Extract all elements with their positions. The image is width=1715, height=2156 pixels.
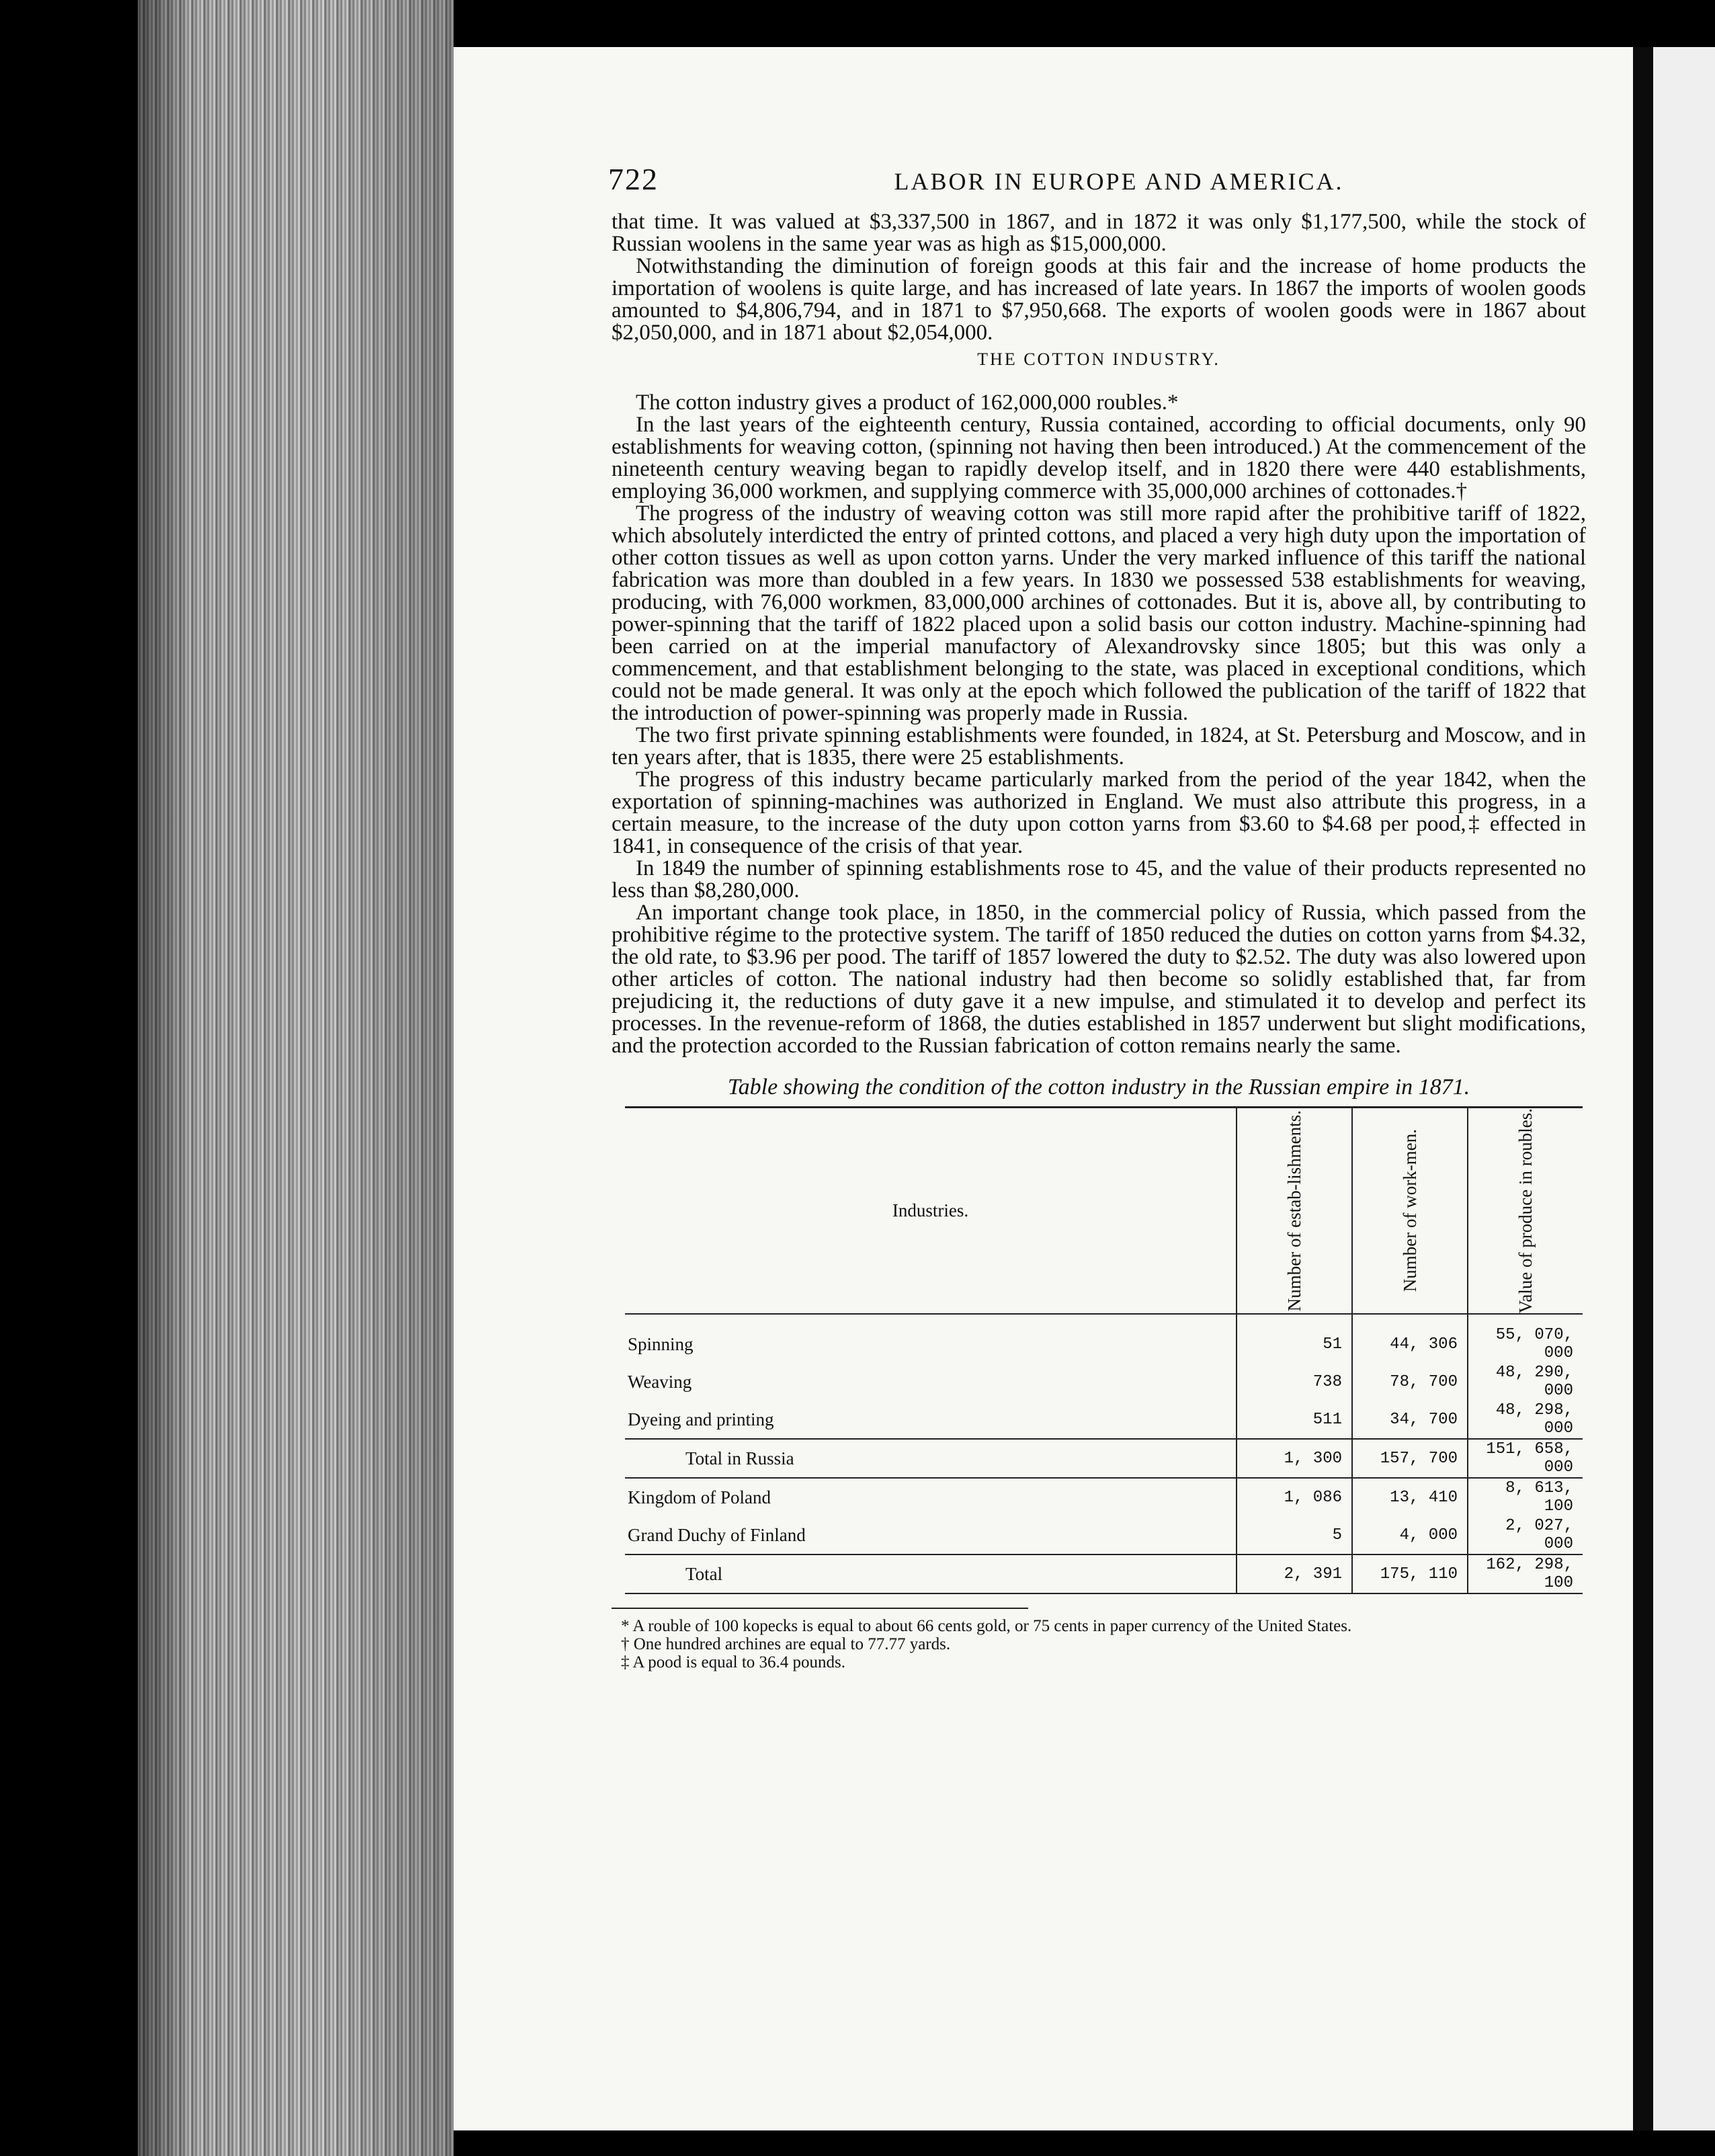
paragraph: An important change took place, in 1850, in the commercial policy of Russia, which passed from the prohibitive régime to the protective system. The tariff of 1850 reduced the duties on cotton yarns from $4.32, the old rate, to $3.96 per pood. The tariff of 1857 lowered the duty to $2.52. The duty was also lowered upon other articles of cotton. The national industry had then become so solidly established that, far from prejudicing it, the reductions of duty gave it a new impulse, and stimulated it to develop and perfect its processes. In the revenue-reform of 1868, the duties established in 1857 underwent but slight modifications, and the protection accorded to the Russian fabrication of cotton remains nearly the same. — [612, 901, 1586, 1058]
row-label: Kingdom of Poland — [625, 1478, 1237, 1516]
cell-value: 55, 070, 000 — [1468, 1325, 1583, 1363]
table-caption: Table showing the condition of the cotton industry in the Russian empire in 1871. — [727, 1075, 1470, 1100]
row-label: Dyeing and printing — [628, 1409, 774, 1429]
table-row-grand-total — [625, 1554, 1583, 1593]
facing-page-edge — [1653, 47, 1715, 2130]
table-row-total-russia — [625, 1439, 1583, 1478]
paragraph: that time. It was valued at $3,337,500 in 1867, and in 1872 it was only $1,177,500, while the stock of Russian woolens in the same year was as high as $15,000,000. — [612, 210, 1586, 256]
cell-establishments: 1, 086 — [1237, 1478, 1352, 1516]
footnote: ‡ A pood is equal to 36.4 pounds. — [621, 1653, 846, 1672]
cell-value: 151, 658, 000 — [1468, 1439, 1583, 1478]
page-header — [608, 162, 1586, 208]
header-value — [1468, 1108, 1583, 1315]
cell-value: 8, 613, 100 — [1468, 1478, 1583, 1516]
page-number: 722 — [608, 162, 659, 196]
header-establishments-label: Number of estab-lishments. — [1284, 1110, 1304, 1312]
cell-establishments: 2, 391 — [1237, 1554, 1352, 1593]
cell-workmen: 4, 000 — [1352, 1516, 1468, 1554]
header-value-label: Value of produce in roubles. — [1515, 1108, 1536, 1314]
paragraph: The progress of the industry of weaving cotton was still more rapid after the prohibitive tariff of 1822, which absolutely interdicted the entry of printed cottons, and placed a very high duty upon the importation of other cotton tissues as well as upon cotton yarns. Under the very marked influence of this tariff the national fabrication was more than doubled in a few years. In 1830 we possessed 538 establishments for weaving, producing, with 76,000 workmen, 83,000,000 archines of cottonades. But it is, above all, by contributing to power-spinning that the tariff of 1822 placed upon a solid basis our cotton industry. Machine-spinning had been carried on at the imperial manufactory of Alexandrovsky since 1805; but this was only a commencement, and that establishment belonging to the state, was placed in exceptional conditions, which could not be made general. It was only at the epoch which followed the publication of the tariff of 1822 that the introduction of power-spinning was properly made in Russia. — [612, 501, 1586, 725]
cell-value: 48, 290, 000 — [1468, 1363, 1583, 1401]
paragraph: The progress of this industry became particularly marked from the period of the year 1842, when the exportation of spinning-machines was authorized in England. We must also attribute this progress, in a certain measure, to the increase of the duty upon cotton yarns from $3.60 to $4.68 per pood,‡ effected in 1841, in consequence of the crisis of that year. — [612, 768, 1586, 858]
spine-shadow — [138, 0, 454, 2156]
cell-value: 2, 027, 000 — [1468, 1516, 1583, 1554]
header-workmen — [1352, 1108, 1468, 1315]
page-content — [608, 162, 1586, 1672]
table-row — [625, 1478, 1583, 1516]
cell-workmen: 44, 306 — [1352, 1325, 1468, 1363]
table-row — [625, 1401, 1583, 1439]
row-label: Weaving — [628, 1371, 692, 1392]
cell-value: 162, 298, 100 — [1468, 1554, 1583, 1593]
header-industries: Industries. — [625, 1108, 1237, 1315]
cell-workmen: 34, 700 — [1352, 1401, 1468, 1439]
table-row — [625, 1363, 1583, 1401]
section-title: THE COTTON INDUSTRY. — [977, 349, 1220, 369]
cell-establishments: 511 — [1237, 1401, 1352, 1439]
table-row — [625, 1325, 1583, 1363]
footnote-divider — [612, 1608, 1028, 1609]
header-workmen-label: Number of work-men. — [1399, 1129, 1420, 1292]
cell-workmen: 157, 700 — [1352, 1439, 1468, 1478]
paragraph: The two first private spinning establishments were founded, in 1824, at St. Petersburg and Moscow, and in ten years after, that is 1835, there were 25 establishments. — [612, 723, 1586, 770]
table-header-row — [625, 1108, 1583, 1315]
cell-workmen: 13, 410 — [1352, 1478, 1468, 1516]
footnote: † One hundred archines are equal to 77.77 yards. — [621, 1635, 951, 1654]
row-label: Spinning — [628, 1333, 694, 1354]
paragraph: In 1849 the number of spinning establishments rose to 45, and the value of their products represented no less than $8,280,000. — [612, 856, 1586, 903]
running-title: LABOR IN EUROPE AND AMERICA. — [894, 168, 1344, 195]
cell-establishments: 5 — [1237, 1516, 1352, 1554]
paragraph: In the last years of the eighteenth century, Russia contained, according to official documents, only 90 establishments for weaving cotton, (spinning not having then been introduced.) At the commencement of the nineteenth century weaving began to rapidly develop itself, and in 1820 there were 440 establishments, employing 36,000 workmen, and supplying commerce with 35,000,000 archines of cottonades.† — [612, 413, 1586, 503]
row-label: Grand Duchy of Finland — [628, 1524, 806, 1545]
cell-workmen: 78, 700 — [1352, 1363, 1468, 1401]
paragraph: The cotton industry gives a product of 162,000,000 roubles.* — [636, 390, 1179, 415]
cell-workmen: 175, 110 — [1352, 1554, 1468, 1593]
table-row — [625, 1516, 1583, 1554]
footnote: * A rouble of 100 kopecks is equal to about 66 cents gold, or 75 cents in paper currency of the United States. — [621, 1617, 1352, 1636]
cotton-industry-table — [625, 1106, 1583, 1594]
footnotes — [612, 1617, 1586, 1671]
header-establishments — [1237, 1108, 1352, 1315]
cell-establishments: 51 — [1237, 1325, 1352, 1363]
page-gutter — [1633, 47, 1653, 2130]
cell-establishments: 738 — [1237, 1363, 1352, 1401]
paragraph: Notwithstanding the diminution of foreign goods at this fair and the increase of home products the importation of woolens is quite large, and has increased of late years. In 1867 the imports of woolen goods amounted to $4,806,794, and in 1871 to $7,950,668. The exports of woolen goods were in 1867 about $2,050,000, and in 1871 about $2,054,000. — [612, 254, 1586, 345]
cell-value: 48, 298, 000 — [1468, 1401, 1583, 1439]
cell-establishments: 1, 300 — [1237, 1439, 1352, 1478]
row-label: Total in Russia — [625, 1439, 1237, 1478]
row-label: Total — [625, 1554, 1237, 1593]
